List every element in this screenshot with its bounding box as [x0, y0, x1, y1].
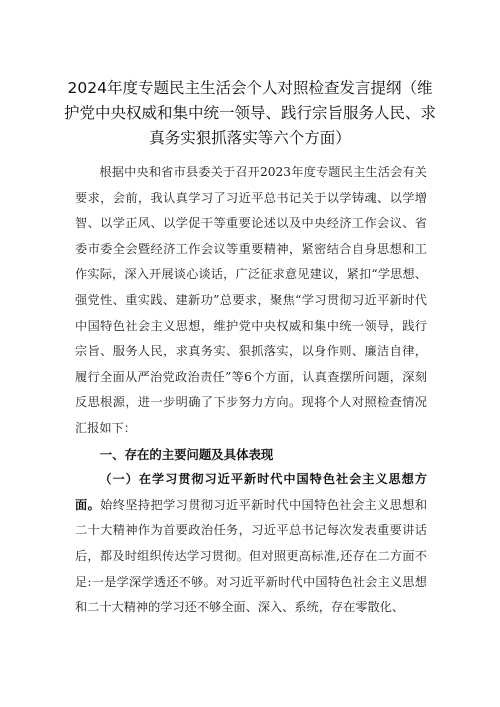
intro-paragraph: 根据中央和省市县委关于召开2023年度专题民主生活会有关要求，会前，我认真学习了习近平总书记关于以学铸魂、以学增智、以学正风、以学促干等重要论述以及中央经济工作会议、省委市委全会暨经济工作会议等重要精神，紧密结合自身思想和工作实际，深入开展谈心谈话，广泛征求意见建议，紧扣“学思想、强党性、重实践、建新功”总要求，聚焦“学习贯彻习近平新时代中国特色社会主义思想，维护党中央权威和集中统一领导，践行宗旨、服务人民，求真务实、狠抓落实，以身作则、廉洁自律，履行全面从严治党政治责任”等6个方面，认真查摆所问题，深刻反思根源，进一步明确了下步努力方向。现将个人对照检查情况汇报如下： [75, 165, 427, 435]
subsection-paragraph [75, 467, 427, 621]
section-heading: 一、存在的主要问题及具体表现 [99, 446, 274, 462]
subsection-lead: （一）在学习贯彻习近平新时代中国特色社会主义思想方面。 [75, 472, 427, 512]
document-title: 2024年度专题民主生活会个人对照检查发言提纲（维护党中央权威和集中统一领导、践行宗旨服务人民、求真务实狠抓落实等六个方面） [63, 79, 436, 147]
subsection-text: 始终坚持把学习贯彻习近平新时代中国特色社会主义思想和二十大精神作为首要政治任务，习近平总书记每次发表重要讲话后，都及时组织传达学习贯彻。但对照更高标准,还存在二方面不足:一是学深学透还不够。对习近平新时代中国特色社会主义思想和二十大精神的学习还不够全面、深入、系统，存在零散化、 [75, 497, 428, 615]
document-body [75, 160, 427, 621]
